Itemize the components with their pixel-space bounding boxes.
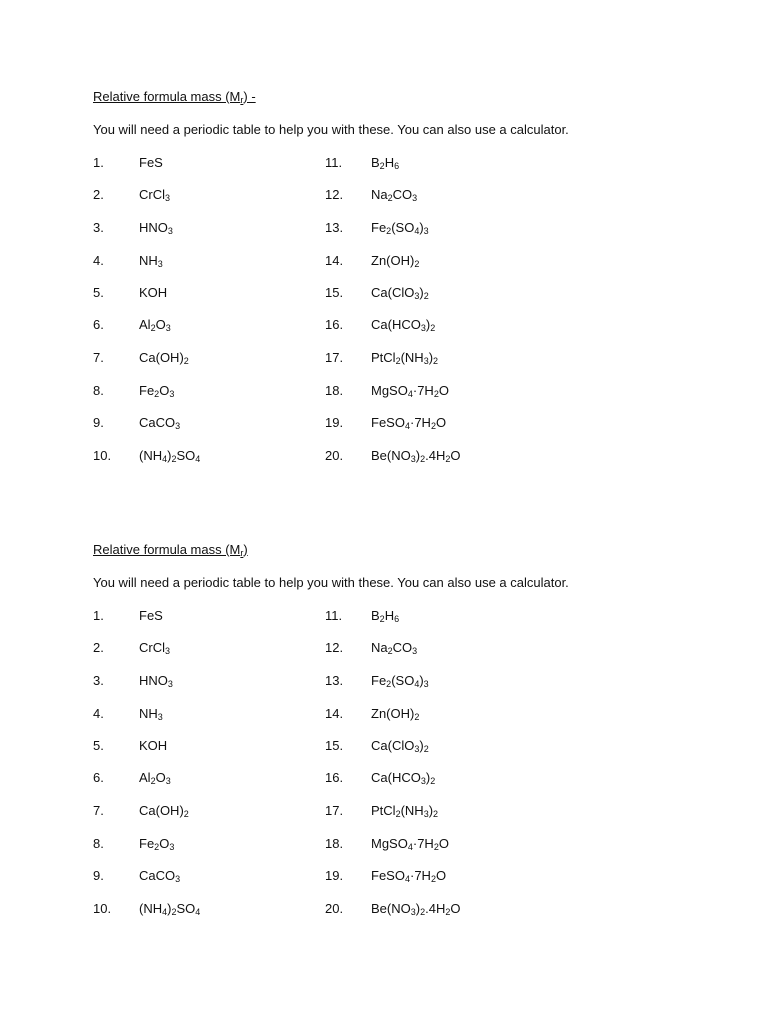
question-number: 11. [325,608,343,623]
chemical-formula: $Ca(OH)_2$ [139,350,189,366]
question-row [0,738,768,756]
chemical-formula: $(NH_4)_2SO_4$ [139,448,201,464]
question-row [0,155,768,173]
chemical-formula: FeS [139,608,163,623]
chemical-formula: $Fe_2O_3$ [139,383,175,399]
instructions-text: You will need a periodic table to help you with these. You can also use a calculator. [93,122,569,137]
question-number: 4. [93,253,104,268]
chemical-formula: $Zn(OH)_2$ [371,253,420,269]
chemical-formula: CrCl$_3$ [139,187,171,203]
chemical-formula: $Be(NO_3)_2.4H_2O$ [371,448,461,464]
chemical-formula: $NH_3$ [139,253,163,269]
worksheet-title: Relative formula mass $(M_r)$ [93,542,248,558]
question-row [0,448,768,466]
question-number: 16. [325,770,344,785]
question-number: 6. [93,317,104,332]
question-number: 3. [93,220,104,235]
question-number: 20. [325,448,344,463]
question-number: 13. [325,673,344,688]
chemical-formula: $MgSO_4\cdot 7H_2O$ [371,836,449,852]
chemical-formula: $Fe_2(SO_4)_3$ [371,220,429,236]
question-number: 5. [93,285,104,300]
question-row [0,673,768,691]
question-row [0,836,768,854]
question-number: 5. [93,738,104,753]
question-row [0,901,768,919]
question-number: 3. [93,673,104,688]
chemical-formula: $B_2H_6$ [371,155,400,171]
chemical-formula: CaCO$_3$ [139,868,181,884]
question-number: 8. [93,836,104,851]
chemical-formula: FeS [139,155,163,170]
question-number: 13. [325,220,344,235]
question-number: 20. [325,901,344,916]
question-row [0,640,768,658]
question-number: 18. [325,383,344,398]
question-row [0,608,768,626]
question-number: 6. [93,770,104,785]
chemical-formula: $Na_2CO_3$ [371,187,418,203]
chemical-formula: $FeSO_4\cdot 7H_2O$ [371,868,447,884]
question-number: 15. [325,285,344,300]
question-row [0,383,768,401]
question-number: 15. [325,738,344,753]
question-row [0,350,768,368]
question-number: 10. [93,901,112,916]
question-number: 4. [93,706,104,721]
worksheet-title: Relative formula mass $(M_r)$ - [93,89,256,105]
question-number: 8. [93,383,104,398]
question-row [0,770,768,788]
question-number: 16. [325,317,344,332]
chemical-formula: $Fe_2O_3$ [139,836,175,852]
chemical-formula: $Ca(HCO_3)_2$ [371,770,436,786]
question-number: 14. [325,706,344,721]
chemical-formula: $Fe_2(SO_4)_3$ [371,673,429,689]
chemical-formula: $Ca(ClO_3)_2$ [371,738,429,754]
chemical-formula: $(NH_4)_2SO_4$ [139,901,201,917]
instructions-text: You will need a periodic table to help you with these. You can also use a calculator. [93,575,569,590]
chemical-formula: $Ca(HCO_3)_2$ [371,317,436,333]
question-number: 11. [325,155,343,170]
chemical-formula: $Ca(OH)_2$ [139,803,189,819]
question-row [0,220,768,238]
question-number: 7. [93,803,104,818]
question-row [0,317,768,335]
chemical-formula: $PtCl_2(NH_3)_2$ [371,350,439,366]
question-row [0,285,768,303]
chemical-formula: $FeSO_4\cdot 7H_2O$ [371,415,447,431]
question-number: 14. [325,253,344,268]
chemical-formula: KOH [139,285,168,300]
chemical-formula: $Be(NO_3)_2.4H_2O$ [371,901,461,917]
chemical-formula: CaCO$_3$ [139,415,181,431]
question-number: 1. [93,608,104,623]
chemical-formula: $NH_3$ [139,706,163,722]
question-row [0,187,768,205]
question-number: 17. [325,803,344,818]
question-number: 12. [325,640,344,655]
question-number: 1. [93,155,104,170]
chemical-formula: CrCl$_3$ [139,640,171,656]
question-number: 18. [325,836,344,851]
chemical-formula: $MgSO_4\cdot 7H_2O$ [371,383,449,399]
question-row [0,706,768,724]
chemical-formula: $PtCl_2(NH_3)_2$ [371,803,439,819]
chemical-formula: $B_2H_6$ [371,608,400,624]
question-row [0,415,768,433]
question-row [0,868,768,886]
chemical-formula: KOH [139,738,168,753]
question-number: 9. [93,868,104,883]
chemical-formula: $Al_2O_3$ [139,770,171,786]
question-number: 19. [325,415,344,430]
chemical-formula: $Al_2O_3$ [139,317,171,333]
question-row [0,253,768,271]
chemical-formula: $HNO_3$ [139,220,173,236]
question-number: 17. [325,350,344,365]
question-number: 10. [93,448,112,463]
question-number: 9. [93,415,104,430]
question-number: 7. [93,350,104,365]
question-number: 2. [93,640,104,655]
chemical-formula: $Ca(ClO_3)_2$ [371,285,429,301]
chemical-formula: $Na_2CO_3$ [371,640,418,656]
chemical-formula: $Zn(OH)_2$ [371,706,420,722]
question-number: 19. [325,868,344,883]
question-row [0,803,768,821]
question-number: 12. [325,187,344,202]
question-number: 2. [93,187,104,202]
chemical-formula: $HNO_3$ [139,673,173,689]
